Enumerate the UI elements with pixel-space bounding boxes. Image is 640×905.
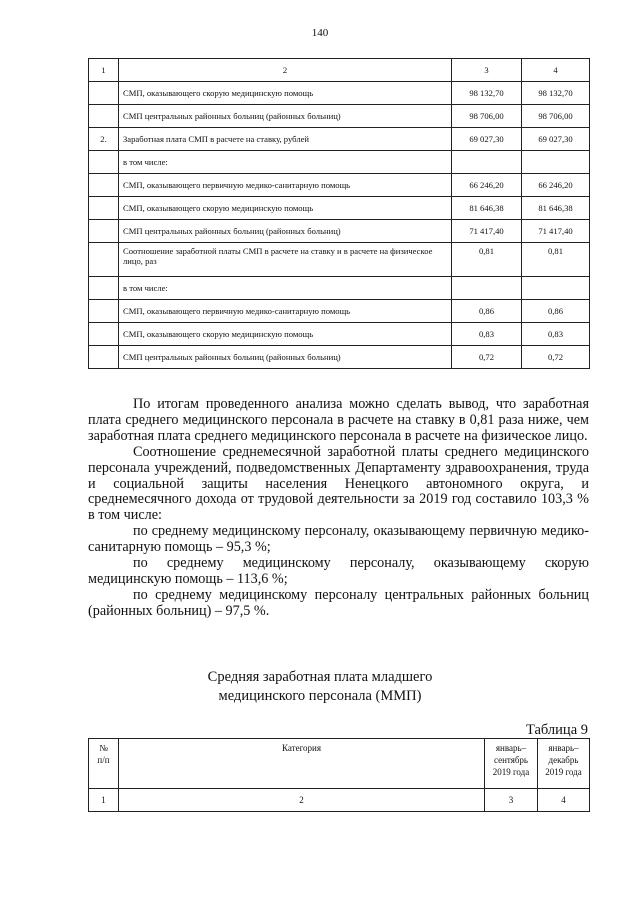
table-row (89, 174, 590, 197)
row-category: СМП центральных районных больниц (районных больниц) (119, 220, 452, 243)
paragraph: по среднему медицинскому персоналу центральных районных больниц (районных больниц) – 97,5 %. (88, 586, 589, 619)
column-number-row (89, 789, 590, 812)
row-category: СМП, оказывающего скорую медицинскую помощь (119, 82, 452, 105)
salary-table-continued (88, 58, 590, 369)
row-value-9m (452, 277, 522, 300)
header-line: январь– (495, 743, 527, 753)
section-title (0, 668, 640, 706)
row-value-12m: 81 646,38 (522, 197, 590, 220)
paragraph: по среднему медицинскому персоналу, оказывающему первичную медико-санитарную помощь – 95,3 %; (88, 523, 589, 556)
table-row (89, 323, 590, 346)
row-value-9m: 71 417,40 (452, 220, 522, 243)
row-value-12m: 0,72 (522, 346, 590, 369)
table-header-row (89, 739, 590, 789)
row-value-12m: 0,81 (522, 243, 590, 277)
row-category: СМП, оказывающего первичную медико-санитарную помощь (119, 174, 452, 197)
header-line: 2019 года (545, 767, 582, 777)
row-value-12m (522, 151, 590, 174)
table-row (89, 277, 590, 300)
row-value-9m: 0,72 (452, 346, 522, 369)
row-value-12m: 66 246,20 (522, 174, 590, 197)
column-number: 1 (89, 789, 119, 812)
row-number (89, 346, 119, 369)
row-value-9m: 98 706,00 (452, 105, 522, 128)
column-number: 4 (538, 789, 590, 812)
row-value-9m: 66 246,20 (452, 174, 522, 197)
row-number (89, 174, 119, 197)
row-number (89, 220, 119, 243)
paragraph: Соотношение среднемесячной заработной платы среднего медицинского персонала учреждений, подведомственных Департаменту здравоохранения, труда и социальной защиты населения Ненецкого автономного округа, и среднемесячного дохода от трудовой деятельности за 2019 год составило 103,3 % в том числе: (88, 443, 589, 524)
paragraph: По итогам проведенного анализа можно сделать вывод, что заработная плата среднего медицинского персонала в расчете на ставку в 0,81 раза ниже, чем заработная плата среднего медицинского персонала в расчете на физическое лицо. (88, 396, 589, 444)
jmp-salary-table (88, 738, 590, 812)
row-number (89, 277, 119, 300)
paragraph: по среднему медицинскому персоналу, оказывающему скорую медицинскую помощь – 113,6 %; (88, 555, 589, 587)
header-line: декабрь (548, 755, 579, 765)
table-header-row (89, 59, 590, 82)
section-title-line: Средняя заработная плата младшего (207, 669, 433, 685)
row-category: СМП, оказывающего первичную медико-санитарную помощь (119, 300, 452, 323)
row-value-12m: 98 132,70 (522, 82, 590, 105)
row-category: СМП, оказывающего скорую медицинскую помощь (119, 323, 452, 346)
row-number (89, 82, 119, 105)
header-line: январь– (548, 743, 579, 753)
header-period-9m (485, 739, 538, 789)
row-number (89, 243, 119, 277)
header-category: Категория (119, 739, 485, 789)
header-cell: 1 (89, 59, 119, 82)
row-category: СМП центральных районных больниц (районных больниц) (119, 105, 452, 128)
page-number: 140 (311, 27, 329, 39)
header-line: № (99, 743, 108, 753)
table-row (89, 82, 590, 105)
header-cell: 2 (119, 59, 452, 82)
table-row (89, 300, 590, 323)
table-label: Таблица 9 (525, 722, 588, 738)
row-value-12m: 0,83 (522, 323, 590, 346)
row-value-9m: 69 027,30 (452, 128, 522, 151)
header-number (89, 739, 119, 789)
row-number (89, 300, 119, 323)
row-number (89, 151, 119, 174)
row-number (89, 105, 119, 128)
header-line: сентябрь (493, 755, 529, 765)
table-row (89, 346, 590, 369)
row-value-9m: 0,86 (452, 300, 522, 323)
row-number (89, 323, 119, 346)
row-value-9m (452, 151, 522, 174)
row-number (89, 197, 119, 220)
header-cell: 4 (522, 59, 590, 82)
row-category: СМП центральных районных больниц (районных больниц) (119, 346, 452, 369)
row-value-9m: 98 132,70 (452, 82, 522, 105)
row-value-12m (522, 277, 590, 300)
table-row (89, 128, 590, 151)
table-row (89, 151, 590, 174)
table-row (89, 220, 590, 243)
column-number: 2 (119, 789, 485, 812)
table-row (89, 243, 590, 277)
row-value-12m: 69 027,30 (522, 128, 590, 151)
table-row (89, 197, 590, 220)
header-line: п/п (97, 755, 110, 765)
analysis-text (88, 397, 589, 620)
header-cell: 3 (452, 59, 522, 82)
header-period-12m (538, 739, 590, 789)
row-category: Соотношение заработной платы СМП в расчете на ставку и в расчете на физическое лицо, раз (119, 243, 452, 277)
row-value-12m: 98 706,00 (522, 105, 590, 128)
column-number: 3 (485, 789, 538, 812)
row-category: СМП, оказывающего скорую медицинскую помощь (119, 197, 452, 220)
row-value-9m: 0,81 (452, 243, 522, 277)
row-value-12m: 71 417,40 (522, 220, 590, 243)
row-value-9m: 0,83 (452, 323, 522, 346)
row-value-12m: 0,86 (522, 300, 590, 323)
section-title-line: медицинского персонала (ММП) (218, 688, 422, 704)
row-value-9m: 81 646,38 (452, 197, 522, 220)
row-number: 2. (89, 128, 119, 151)
table-row (89, 105, 590, 128)
row-category: в том числе: (119, 277, 452, 300)
row-category: Заработная плата СМП в расчете на ставку, рублей (119, 128, 452, 151)
header-line: 2019 года (492, 767, 530, 777)
row-category: в том числе: (119, 151, 452, 174)
